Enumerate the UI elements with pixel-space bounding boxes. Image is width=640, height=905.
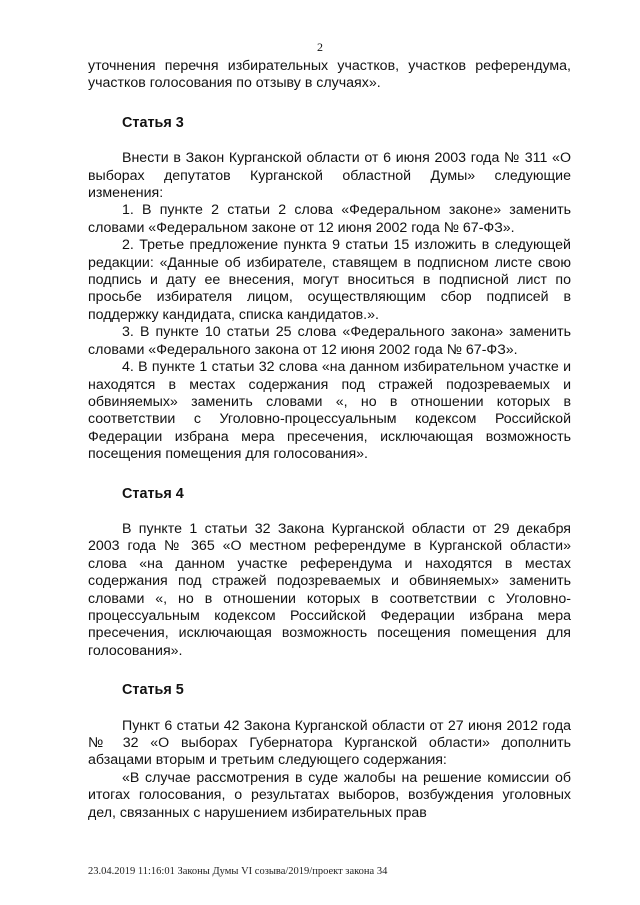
article-4-heading: Статья 4 <box>122 485 184 502</box>
article-4-text: В пункте 1 статьи 32 Закона Курганской области от 29 декабря 2003 года № 365 «О местном референдуме в Курганской области» слова «на данном участке референдума и находятся в местах содержания под стражей подозреваемых и обвиняемых» заменить словами «, но в отношении которых в соответствии с Уголовно-процессуальным кодексом Российской Федерации избрана мера пресечения, исключающая возможность посещения помещения для голосования». <box>88 520 571 659</box>
article-5-text: Пункт 6 статьи 42 Закона Курганской области от 27 июня 2012 года № 32 «О выборах Губернатора Курганской области» дополнить абзацами вторым и третьим следующего содержания: <box>88 717 571 769</box>
article-3-heading: Статья 3 <box>122 114 184 131</box>
document-footer: 23.04.2019 11:16:01 Законы Думы VI созыва/2019/проект закона 34 <box>88 866 388 877</box>
article-3-item: 2. Третье предложение пункта 9 статьи 15 изложить в следующей редакции: «Данные об избирателе, ставящем в подписном листе свою подпись и дату ее внесения, могут вноситься в подписной лист по просьбе избирателя лицом, осуществляющим сбор подписей в поддержку кандидата, списка кандидатов.». <box>88 237 571 323</box>
article-3-lead: Внести в Закон Курганской области от 6 июня 2003 года № 311 «О выборах депутатов Курганской областной Думы» следующие изменения: <box>88 150 571 202</box>
page-number: 2 <box>317 40 323 54</box>
document-body <box>88 58 571 822</box>
intro-paragraph: уточнения перечня избирательных участков, участков референдума, участков голосования по отзыву в случаях». <box>88 58 571 92</box>
article-5-quote: «В случае рассмотрения в суде жалобы на решение комиссии об итогах голосования, о результатах выборов, возбуждения уголовных дел, связанных с нарушением избирательных прав <box>88 769 571 821</box>
article-5-heading: Статья 5 <box>122 682 184 699</box>
article-3-item: 3. В пункте 10 статьи 25 слова «Федерального закона» заменить словами «Федерального закона от 12 июня 2002 года № 67-ФЗ». <box>88 324 571 358</box>
article-3-item: 1. В пункте 2 статьи 2 слова «Федеральном законе» заменить словами «Федеральном законе от 12 июня 2002 года № 67-ФЗ». <box>88 202 571 236</box>
article-3-item: 4. В пункте 1 статьи 32 слова «на данном избирательном участке и находятся в местах содержания под стражей подозреваемых и обвиняемых» заменить словами «, но в отношении которых в соответствии с Уголовно-процессуальным кодексом Российской Федерации избрана мера пресечения, исключающая возможность посещения помещения для голосования». <box>88 359 571 463</box>
